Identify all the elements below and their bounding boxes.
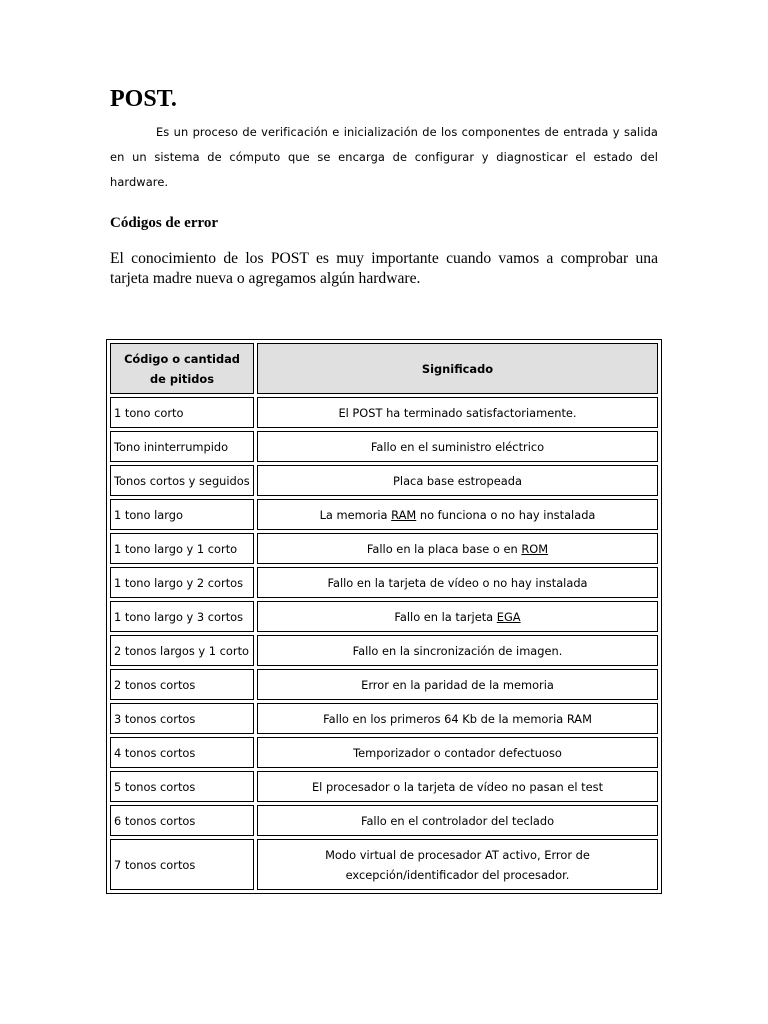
code-cell: 1 tono largo y 1 corto: [110, 533, 254, 564]
page-title: POST.: [110, 86, 177, 112]
meaning-text: Fallo en la tarjeta: [394, 609, 497, 624]
ram-link[interactable]: RAM: [391, 507, 417, 522]
meaning-cell: Temporizador o contador defectuoso: [257, 737, 658, 768]
error-codes-table: [106, 339, 662, 894]
meaning-text: Fallo en la placa base o en: [366, 541, 522, 556]
table-row: [110, 465, 658, 496]
header-code: Código o cantidad de pitidos: [110, 343, 254, 394]
table-row: [110, 737, 658, 768]
rom-link[interactable]: ROM: [521, 541, 549, 556]
code-cell: 5 tonos cortos: [110, 771, 254, 802]
meaning-cell: El procesador o la tarjeta de vídeo no pasan el test: [257, 771, 658, 802]
meaning-cell: Fallo en el suministro eléctrico: [257, 431, 658, 462]
code-cell: Tono ininterrumpido: [110, 431, 254, 462]
meaning-cell: Modo virtual de procesador AT activo, Error de excepción/identificador del procesador.: [257, 839, 658, 890]
meaning-cell: Fallo en los primeros 64 Kb de la memoria RAM: [257, 703, 658, 734]
table-row: [110, 601, 658, 632]
code-cell: 1 tono corto: [110, 397, 254, 428]
meaning-cell: Fallo en la sincronización de imagen.: [257, 635, 658, 666]
code-cell: 2 tonos largos y 1 corto: [110, 635, 254, 666]
meaning-cell: Placa base estropeada: [257, 465, 658, 496]
table-row: [110, 499, 658, 530]
table-row: [110, 771, 658, 802]
body-paragraph: El conocimiento de los POST es muy importante cuando vamos a comprobar una tarjeta madre nueva o agregamos algún hardware.: [110, 250, 658, 287]
code-cell: 6 tonos cortos: [110, 805, 254, 836]
code-cell: 7 tonos cortos: [110, 839, 254, 890]
meaning-cell: Fallo en la tarjeta de vídeo o no hay instalada: [257, 567, 658, 598]
table-row: [110, 703, 658, 734]
ega-link[interactable]: EGA: [496, 609, 521, 624]
intro-paragraph: Es un proceso de verificación e inicialización de los componentes de entrada y salida en un sistema de cómputo que se encarga de configurar y diagnosticar el estado del hardware.: [110, 125, 658, 189]
code-cell: 1 tono largo y 3 cortos: [110, 601, 254, 632]
meaning-cell: [257, 601, 658, 632]
code-cell: 1 tono largo y 2 cortos: [110, 567, 254, 598]
meaning-cell: [257, 499, 658, 530]
meaning-text: La memoria: [319, 507, 392, 522]
table-header-row: [110, 343, 658, 394]
code-cell: Tonos cortos y seguidos: [110, 465, 254, 496]
section-subtitle: Códigos de error: [110, 215, 219, 231]
table-row: [110, 635, 658, 666]
table-row: [110, 431, 658, 462]
table-row: [110, 805, 658, 836]
table-row: [110, 839, 658, 890]
code-cell: 3 tonos cortos: [110, 703, 254, 734]
table-row: [110, 397, 658, 428]
table-row: [110, 533, 658, 564]
meaning-cell: Fallo en el controlador del teclado: [257, 805, 658, 836]
code-cell: 2 tonos cortos: [110, 669, 254, 700]
code-cell: 4 tonos cortos: [110, 737, 254, 768]
meaning-cell: Error en la paridad de la memoria: [257, 669, 658, 700]
table-row: [110, 567, 658, 598]
meaning-text: no funciona o no hay instalada: [416, 507, 596, 522]
code-cell: 1 tono largo: [110, 499, 254, 530]
meaning-cell: [257, 533, 658, 564]
header-meaning: Significado: [257, 343, 658, 394]
meaning-cell: El POST ha terminado satisfactoriamente.: [257, 397, 658, 428]
table-row: [110, 669, 658, 700]
